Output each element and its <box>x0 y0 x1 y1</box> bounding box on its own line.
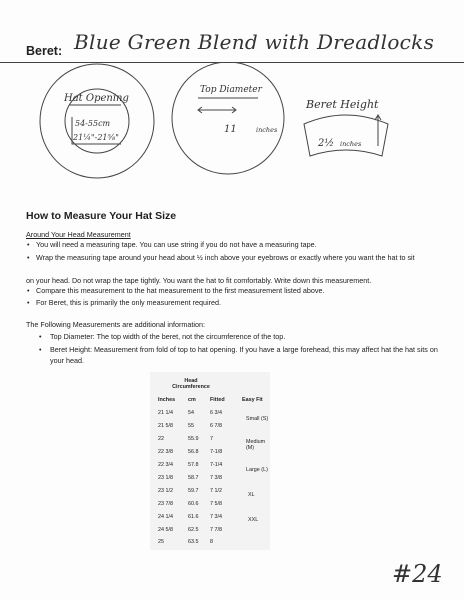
table-cell: 23 1/8 <box>158 475 173 481</box>
top-diameter-value: 11 <box>224 124 237 135</box>
beret-height-value: 2½ <box>318 138 335 149</box>
table-cell: 6 3/4 <box>210 410 222 416</box>
section-heading: How to Measure Your Hat Size <box>26 210 177 222</box>
col-header-inches: Inches <box>158 397 176 403</box>
table-cell: 7 <box>210 436 213 442</box>
top-diameter-unit: inches <box>256 126 278 134</box>
col-header-cm: cm <box>188 397 196 403</box>
table-cell: 23 7/8 <box>158 501 173 507</box>
hat-opening-inches: 21¼"-21⅝" <box>73 133 119 142</box>
beret-height-label: Beret Height <box>306 98 379 111</box>
additional-intro: The Following Measurements are additional information: <box>26 320 205 329</box>
top-diameter-label: Top Diameter <box>200 85 262 95</box>
table-cell: 61.6 <box>188 514 199 520</box>
easy-fit-xxl: XXL <box>248 517 259 523</box>
hat-opening-cm: 54-55cm <box>75 119 111 128</box>
col-header-fitted: Fitted <box>210 397 225 403</box>
table-cell: 7-1/4 <box>210 462 223 468</box>
bullet-beret-height: • Beret Height: Measurement from fold of top to hat opening. If you have a large forehead, this may affect hat the hat sits on your head. <box>50 345 450 366</box>
hat-opening-label: Hat Opening <box>64 93 129 104</box>
top-diameter-diagram <box>172 62 284 174</box>
table-cell: 7 7/8 <box>210 527 222 533</box>
table-cell: 22 3/8 <box>158 449 173 455</box>
beret-height-diagram <box>304 98 388 156</box>
table-cell: 7-1/8 <box>210 449 223 455</box>
table-cell: 60.6 <box>188 501 199 507</box>
hat-opening-diagram <box>40 64 154 178</box>
easy-fit-xl: XL <box>248 492 255 498</box>
table-cell: 23 1/2 <box>158 488 173 494</box>
easy-fit-medium: Medium (M) <box>246 439 266 451</box>
bullet-measuring-tape: • You will need a measuring tape. You can use string if you do not have a measuring tape. <box>36 241 446 250</box>
table-cell: 22 3/4 <box>158 462 173 468</box>
table-cell: 7 3/4 <box>210 514 222 520</box>
table-group-header: Head Circumference <box>172 378 210 390</box>
bullet-compare: • Compare this measurement to the hat measurement to the first measurement listed above. <box>36 287 446 296</box>
table-cell: 58.7 <box>188 475 199 481</box>
table-cell: 62.5 <box>188 527 199 533</box>
bullet-wrap-tape-continued: on your head. Do not wrap the tape tightly. You want the hat to fit comfortably. Write down this measurement. <box>26 276 372 285</box>
table-cell: 55 <box>188 423 194 429</box>
table-cell: 21 1/4 <box>158 410 173 416</box>
easy-fit-large: Large (L) <box>246 467 268 473</box>
table-cell: 8 <box>210 539 213 545</box>
table-cell: 7 3/8 <box>210 475 222 481</box>
table-cell: 25 <box>158 539 164 545</box>
col-header-easy-fit: Easy Fit <box>242 397 263 403</box>
table-cell: 57.8 <box>188 462 199 468</box>
table-cell: 56.8 <box>188 449 199 455</box>
measurement-diagrams <box>0 62 464 202</box>
table-cell: 7 1/2 <box>210 488 222 494</box>
beret-label: Beret: <box>26 44 63 58</box>
table-cell: 24 5/8 <box>158 527 173 533</box>
table-cell: 22 <box>158 436 164 442</box>
page-number: #24 <box>392 560 443 588</box>
table-cell: 54 <box>188 410 194 416</box>
table-cell: 21 5/8 <box>158 423 173 429</box>
section-subheading: Around Your Head Measurement <box>26 230 131 239</box>
table-cell: 24 1/4 <box>158 514 173 520</box>
bullet-top-diameter: • Top Diameter: The top width of the beret, not the circumference of the top. <box>50 332 450 343</box>
beret-height-unit: inches <box>340 140 362 148</box>
table-cell: 6 7/8 <box>210 423 222 429</box>
bullet-beret-primary: • For Beret, this is primarily the only measurement required. <box>36 299 446 308</box>
table-cell: 55.9 <box>188 436 199 442</box>
table-cell: 7 5/8 <box>210 501 222 507</box>
easy-fit-small: Small (S) <box>246 416 269 422</box>
size-table <box>150 372 270 550</box>
table-cell: 59.7 <box>188 488 199 494</box>
table-cell: 63.5 <box>188 539 199 545</box>
beret-title: Blue Green Blend with Dreadlocks <box>74 30 435 54</box>
bullet-wrap-tape: • Wrap the measuring tape around your head about ½ inch above your eyebrows or exactly where you want the hat to sit <box>36 254 446 263</box>
